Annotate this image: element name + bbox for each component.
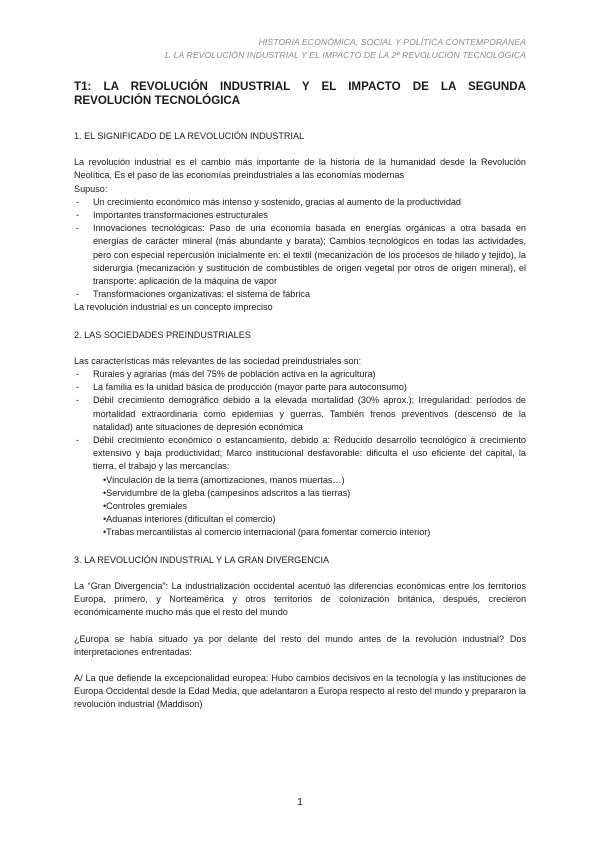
list-item: - Innovaciones tecnológicas: Paso de una economía basada en energías orgánicas a otra basada en energías de carácter mineral (más abundante y barata); Cambios tecnológicos en todas las actividades, pero con especial repercusión inicialmente en: el textil (mecanización de los procesos de hilado y tejido), la siderurgia (mecanización y sustitución de combustibles de origen vegetal por otros de origen mineral), el transporte: aplicación de la máquina de vapor bbox=[74, 222, 526, 288]
list-item: - Un crecimiento económico más intenso y sostenido, gracias al aumento de la productividad bbox=[74, 196, 526, 209]
list-item: - Débil crecimiento demográfico debido a la elevada mortalidad (30% aprox.); Irregularidad: períodos de mortalidad extraordinaria como epidemias y guerras. También frenos preventivos (descenso de la natalidad) ante situaciones de depresión económica bbox=[74, 394, 526, 434]
section-3-paragraph-1: La “Gran Divergencia”: La industrialización occidental acentuó las diferencias económicas entre los territorios Europa, primero, y Norteamérica y otros territorios de colonización británica, después, crecieron económicamente mucho más que el resto del mundo bbox=[74, 580, 526, 618]
section-1-intro: La revolución industrial es el cambio más importante de la historia de la humanidad desde la Revolución Neolítica. Es el paso de las economías preindustriales a las economías modernas bbox=[74, 157, 526, 181]
running-header bbox=[164, 36, 526, 62]
document-body bbox=[74, 80, 526, 712]
section-2-intro: Las características más relevantes de las sociedad preindustriales son: bbox=[74, 355, 362, 366]
list-item: - Débil crecimiento económico o estancamiento, debido a: Reducido desarrollo tecnológico à crecimiento extensivo y baja productividad; Marco institucional desfavorable: dificulta el uso eficiente del capital, la tierra, el trabajo y las mercancías: bbox=[74, 434, 526, 474]
section-1-lead: Supuso: bbox=[74, 183, 108, 194]
section-1-closing: La revolución industrial es un concepto impreciso bbox=[74, 302, 273, 313]
section-3-heading: 3. LA REVOLUCIÓN INDUSTRIAL Y LA GRAN DIVERGENCIA bbox=[74, 554, 330, 565]
sub-list-item: •Aduanas interiores (dificultan el comercio) bbox=[103, 514, 276, 525]
header-topic-title: 1. LA REVOLUCIÓN INDUSTRIAL Y EL IMPACTO DE LA 2ª REVOLUCIÓN TECNOLÓGICA bbox=[163, 50, 526, 60]
page-number: 1 bbox=[297, 796, 303, 808]
section-2-list bbox=[74, 368, 526, 474]
sub-list-item: •Trabas mercantilistas al comercio internacional (para fomentar comercio interior) bbox=[103, 527, 431, 538]
list-item: - Transformaciones organizativas: el sistema de fábrica bbox=[74, 288, 526, 301]
list-item: - Rurales y agrarias (más del 75% de población activa en la agricultura) bbox=[74, 368, 526, 381]
section-2-heading: 2. LAS SOCIEDADES PREINDUSTRIALES bbox=[74, 329, 251, 340]
header-course-title: HISTORIA ECONÓMICA, SOCIAL Y POLÍTICA CONTEMPORÁNEA bbox=[258, 37, 526, 47]
list-item: - Importantes transformaciones estructurales bbox=[74, 209, 526, 222]
sub-list-item: •Controles gremiales bbox=[103, 501, 188, 512]
section-3-paragraph-3: A/ La que defiende la excepcionalidad europea: Hubo cambios decisivos en la tecnología y las instituciones de Europa Occidental desde la Edad Media, que adelantaron a Europa respecto al resto del mundo y prepararon la revolución industrial (Maddison) bbox=[74, 672, 526, 710]
section-3-paragraph-2: ¿Europa se había situado ya por delante del resto del mundo antes de la revolución industrial? Dos interpretaciones enfrentadas: bbox=[74, 633, 526, 657]
section-1-heading: 1. EL SIGNIFICADO DE LA REVOLUCIÓN INDUSTRIAL bbox=[74, 131, 305, 141]
section-1-list bbox=[74, 196, 526, 302]
sub-list-item: •Servidumbre de la gleba (campesinos adscritos a las tierras) bbox=[103, 487, 351, 498]
section-2-sublist bbox=[74, 474, 526, 540]
sub-list-item: •Vinculación de la tierra (amortizaciones, manos muertas…) bbox=[103, 474, 345, 485]
document-title: T1: LA REVOLUCIÓN INDUSTRIAL Y EL IMPACTO DE LA SEGUNDA REVOLUCIÓN TECNOLÓGICA bbox=[74, 80, 526, 107]
list-item: - La familia es la unidad básica de producción (mayor parte para autoconsumo) bbox=[74, 381, 526, 394]
